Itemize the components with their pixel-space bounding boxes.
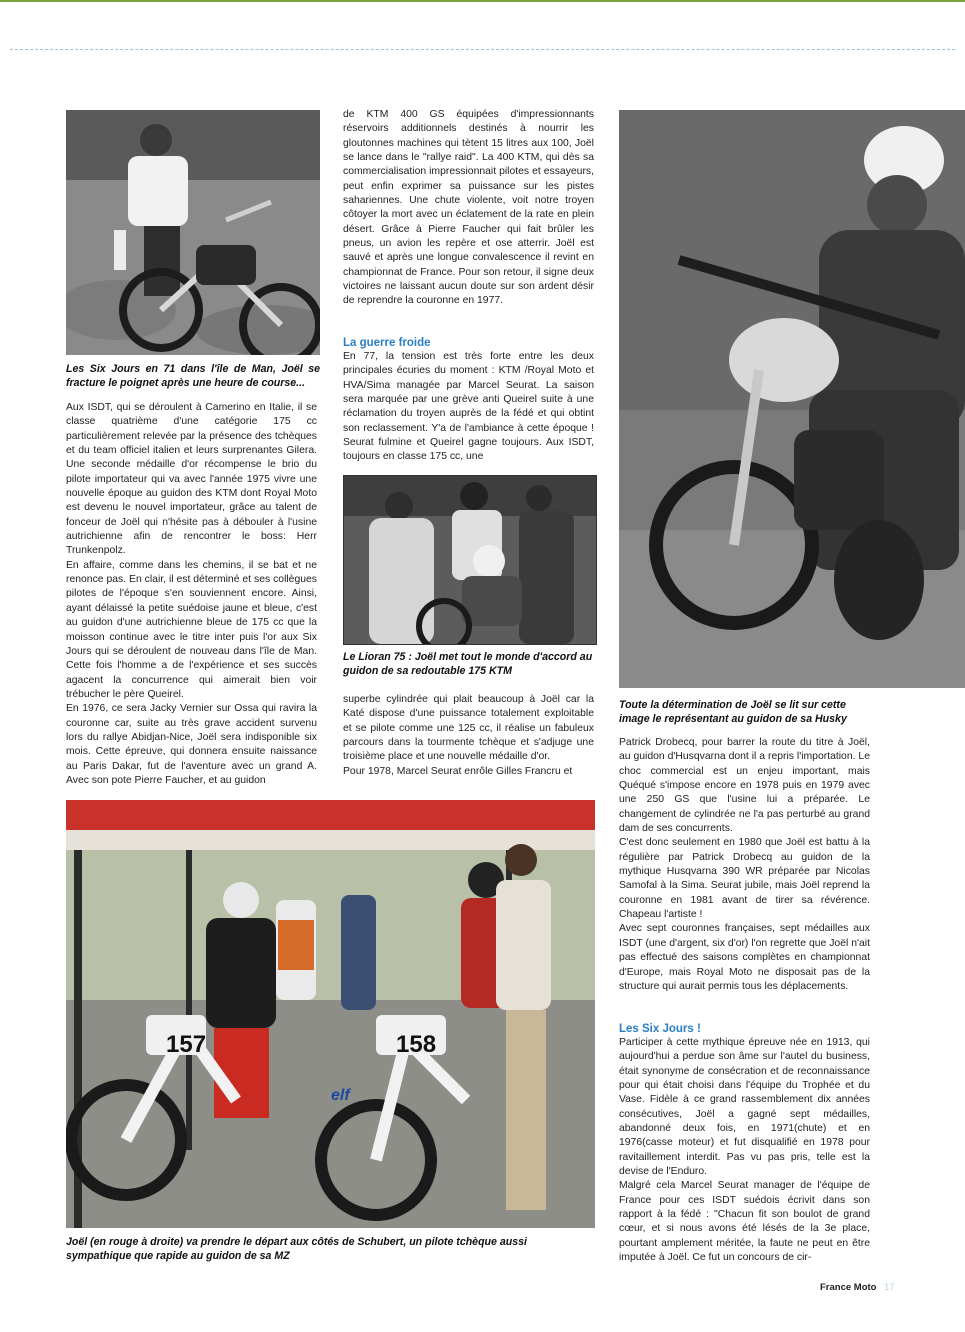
caption-start-line: Joël (en rouge à droite) va prendre le départ aux côtés de Schubert, un pilote tchèque aussi sympathique que rapide au guidon de sa MZ <box>66 1236 527 1262</box>
caption-husky: Toute la détermination de Joël se lit sur cette image le représentant au guidon de sa Husky <box>619 699 847 725</box>
caption-lioran: Le Lioran 75 : Joël met tout le monde d'accord au guidon de sa redoutable 175 KTM <box>343 651 593 677</box>
photo-start-line <box>66 800 595 1228</box>
article-column-1 <box>66 401 317 788</box>
paragraph: superbe cylindrée qui plait beaucoup à Joël car la Katé dispose d'une puissance totalement exploitable et se pilote comme une 125 cc, il réalise un fabuleux parcours dans la tourmente tchèque et s'adjuge une troisième place et une nouvelle médaille d'or. <box>343 694 594 763</box>
section-heading-six-days: Les Six Jours ! <box>619 1023 701 1035</box>
paragraph: Patrick Drobecq, pour barrer la route du titre à Joël, au guidon d'Husqvarna dont il a repris l'importation. Le choc commercial est un enjeu important, mais Quéqué s'impose encore en 1978 puis en 1979 avec une 250 GS que l'usine lui a préparée. Le changement de cylindrée ne l'a pas perturbé au grand dam de ses concurrents. <box>619 737 870 835</box>
top-rule <box>0 0 965 2</box>
paragraph: Avec sept couronnes françaises, sept médailles aux ISDT (une d'argent, six d'or) l'on regrette que Joël n'ait pas effectué des saisons complètes en championnat d'Europe, mais Royal Moto ne disposait pas de la structure qui aurait permis tous les déplacements. <box>619 923 870 992</box>
article-column-2-bottom <box>343 693 594 779</box>
paragraph: En affaire, comme dans les chemins, il se bat et ne renonce pas. En clair, il est déterminé et ses collègues pilotes de l'époque s'en souviennent encore. Ainsi, ayant délaissé la petite suédoise jaune et bleue, c'est au guidon d'une autrichienne bleue de 175 cc que la moisson continue avec le titre inter puis l'or aux Six Jours qui se déroulent de nouveau dans l'île de Man. Cette fois l'homme a de l'expérience et ses succès agacent la concurrence qui aimerait bien voir trébucher le père Queirel. <box>66 559 317 700</box>
photo-isle-of-man <box>66 110 320 355</box>
section-heading-cold-war: La guerre froide <box>343 337 431 349</box>
photo-husky <box>619 110 965 688</box>
article-column-2-mid <box>343 350 594 465</box>
sponsor-decal: elf <box>331 1087 350 1104</box>
caption-isle-of-man: Les Six Jours en 71 dans l'île de Man, Joël se fracture le poignet après une heure de course... <box>66 363 320 389</box>
paragraph: En 1976, ce sera Jacky Vernier sur Ossa qui ravira la couronne car, suite au très grave accident survenu lors du rallye Abidjan-Nice, Joël sera indisponible six mois. Cette épreuve, qui donnera ensuite naissance au Paris Dakar, fut de l'aventure avec un grand A. Avec son pote Pierre Faucher, et au guidon <box>66 703 317 786</box>
paragraph: Participer à cette mythique épreuve née en 1913, qui aujourd'hui a perdue son âme sur l'autel du business, était synonyme de consécration et de reconnaissance pour qui était choisi dans l'équipe du Trophée et du Vase. Fidèle à ce grand rassemblement dix années consécutives, Joël a gagné sept médailles, abandonné deux fois, en 1971(chute) et en 1976(casse moteur) et fut disqualifié en 1978 pour ravitaillement interdit. Pas vu pas pris, telle est la devise de l'Enduro. <box>619 1037 870 1178</box>
paragraph: Aux ISDT, qui se déroulent à Camerino en Italie, il se classe quatrième d'une catégorie 175 cc particulièrement relevée par la présence des tchèques et du team officiel italien et leurs surprenantes Gilera. Une seconde médaille d'or récompense le brio du pilote importateur qui va avec l'année 1975 vivre une nouvelle époque au guidon des KTM dont Royal Moto est devenu le nouvel importateur, grâce au talent de fonceur de Joël qui n'hésite pas à débouler à l'usine autrichienne afin de rencontrer le boss: Herr Trunkenpolz. <box>66 402 317 557</box>
magazine-name: France Moto <box>820 1282 877 1293</box>
article-column-2-top <box>343 108 594 309</box>
paragraph: En 77, la tension est très forte entre les deux principales écuries du moment : KTM /Royal Moto et HVA/Sima managée par Marcel Seurat. La saison sera marquée par une grève anti Queirel suite à une réclamation du troyen auprès de la fédé et qui obtint son reclassement. Y'a de l'ambiance à cette époque ! Seurat fulmine et Queirel gagne toujours. Aux ISDT, toujours en classe 175 cc, une <box>343 351 594 463</box>
page-number: 17 <box>884 1282 895 1293</box>
paragraph: Pour 1978, Marcel Seurat enrôle Gilles Francru et <box>343 765 573 777</box>
race-number-158: 158 <box>396 1031 437 1058</box>
header-dotted-rule <box>10 49 955 50</box>
paragraph: de KTM 400 GS équipées d'impressionnants réservoirs additionnels destinés à nourrir les gloutonnes machines qui tètent 15 litres aux 100, Joël se lance dans le "rallye raid". La 400 KTM, qui dès sa commercialisation impressionnait pilotes et essayeurs, peut enfin exprimer sa puissance sur les pistes sahariennes. Une chute violente, voit notre troyen côtoyer la mort avec un éclatement de la rate en plein désert. Grâce à Pierre Faucher qui fait brûler les pneus, un avion les repère et ose atterrir. Joël est sauvé et après une longue convalescence il revint en championnat de France. Pour son retour, il signe deux victoires ne laissant aucun doute sur son ardent désir de reprendre la couronne en 1977. <box>343 109 594 307</box>
paragraph: Malgré cela Marcel Seurat manager de l'équipe de France pour ces ISDT suédois écrivit dans son rapport à la fédé : "Chacun fit son boulot de grand cœur, et si nous avons été lésés de la 3e place, pourtant amplement méritée, la faute ne peut en être imputée à Joël. Ce fut un concours de cir- <box>619 1180 870 1264</box>
article-column-3-top <box>619 736 870 994</box>
paragraph: C'est donc seulement en 1980 que Joël est battu à la régulière par Patrick Drobecq au guidon de la mythique Husqvarna 390 WR préparée par Nicolas Samofal à la Sima. Seurat jubile, mais Joël reprend la couronne en 1981 avant de tirer sa révérence. Chapeau l'artiste ! <box>619 837 870 921</box>
article-column-3-bottom <box>619 1036 870 1266</box>
photo-lioran <box>343 475 597 645</box>
race-number-157: 157 <box>166 1031 207 1058</box>
